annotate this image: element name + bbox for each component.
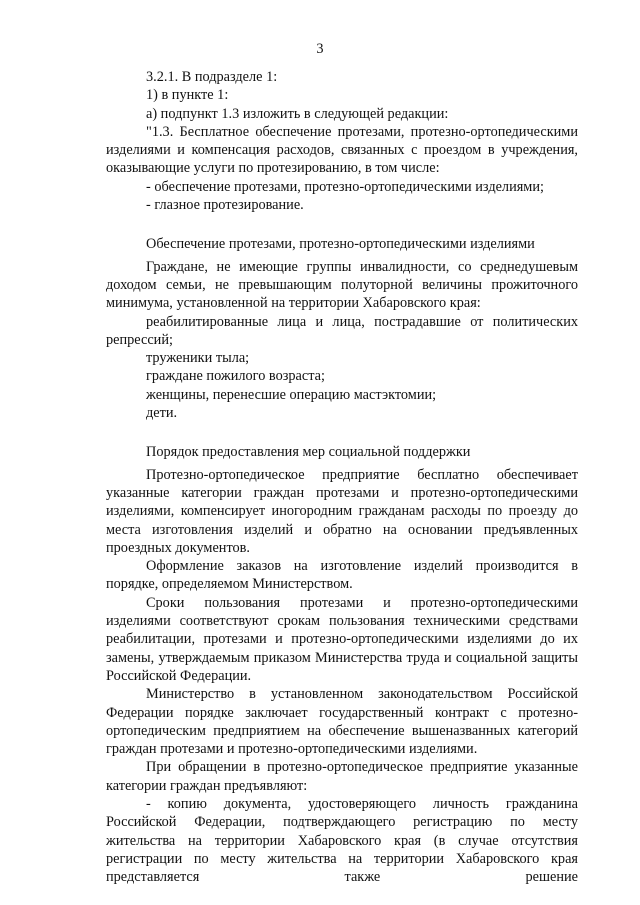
paragraph: граждане пожилого возраста; <box>146 368 325 385</box>
paragraph: труженики тыла; <box>146 350 250 367</box>
document-body <box>106 68 578 886</box>
paragraph: Сроки пользования протезами и протезно-ортопедическими изделиями соответствуют срокам пользования техническими средствами реабилитации, протезами и протезно-ортопедическими изделиями до их замены, утверждаемым приказом Министерства труда и социальной защиты Российской Федерации. <box>106 594 578 684</box>
paragraph: "1.3. Бесплатное обеспечение протезами, протезно-ортопедическими изделиями и компенсация расходов, связанных с проездом в учреждения, оказывающие услуги по протезированию, в том числе: <box>106 123 578 177</box>
paragraph: Порядок предоставления мер социальной поддержки <box>146 444 471 461</box>
paragraph: реабилитированные лица и лица, пострадавшие от политических репрессий; <box>106 313 578 348</box>
paragraph: женщины, перенесшие операцию мастэктомии; <box>146 386 437 403</box>
paragraph: дети. <box>146 405 178 422</box>
paragraph: Министерство в установленном законодательством Российской Федерации порядке заключает государственный контракт с протезно-ортопедическим предприятием на обеспечение вышеназванных категорий граждан протезами и протезно-ортопедическими изделиями. <box>106 686 578 758</box>
paragraph: - глазное протезирование. <box>146 197 304 214</box>
paragraph: При обращении в протезно-ортопедическое предприятие указанные категории граждан предъявляют: <box>106 759 578 794</box>
paragraph: Граждане, не имеющие группы инвалидности, со среднедушевым доходом семьи, не превышающим полуторной величины прожиточного минимума, установленной на территории Хабаровского края: <box>106 258 578 312</box>
section-spacer <box>106 422 578 443</box>
paragraph: 1) в пункте 1: <box>146 87 229 104</box>
paragraph: Обеспечение протезами, протезно-ортопедическими изделиями <box>146 236 535 253</box>
paragraph: 3.2.1. В подразделе 1: <box>146 69 278 85</box>
paragraph: Протезно-ортопедическое предприятие бесплатно обеспечивает указанные категории граждан протезами и протезно-ортопедическими изделиями, компенсирует иногородним гражданам расходы по проезду до места изготовления изделий и обратно на основании предъявленных проездных документов. <box>106 466 578 556</box>
paragraph: а) подпункт 1.3 изложить в следующей редакции: <box>146 105 449 122</box>
paragraph: Оформление заказов на изготовление изделий производится в порядке, определяемом Министерством. <box>106 558 578 593</box>
page-number: 3 <box>316 41 324 57</box>
paragraph: - обеспечение протезами, протезно-ортопедическими изделиями; <box>146 178 544 195</box>
section-spacer <box>106 214 578 235</box>
paragraph: - копию документа, удостоверяющего личность гражданина Российской Федерации, подтверждающего регистрацию по месту жительства на территории Хабаровского края (в случае отсутствия регистрации по месту жительства на территории Хабаровского края представляется также решение <box>106 795 578 886</box>
